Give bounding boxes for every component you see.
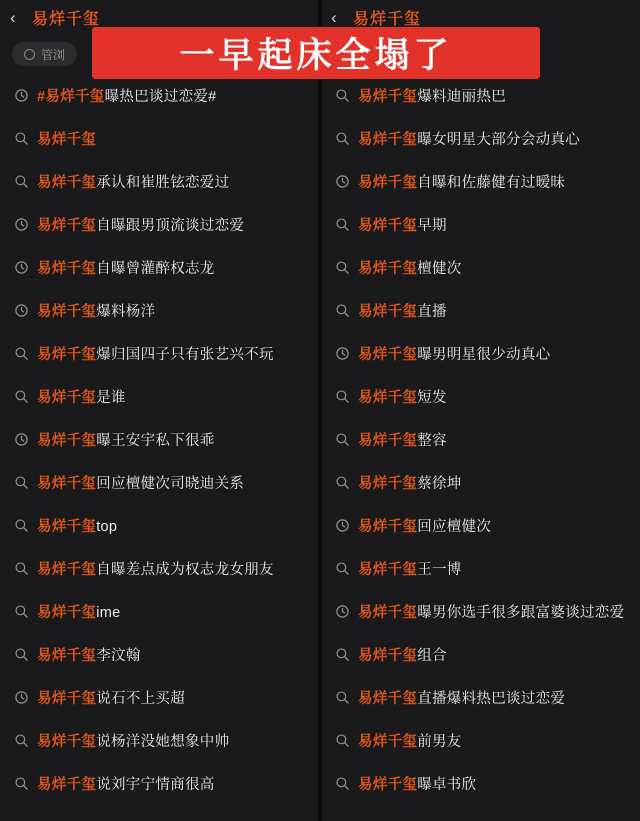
search-icon [14, 647, 29, 662]
chevron-left-icon[interactable]: ‹ [331, 7, 337, 27]
search-icon [335, 260, 350, 275]
list-item-keyword: 易烊千玺 [37, 304, 97, 320]
list-item-keyword: 易烊千玺 [358, 261, 418, 277]
list-item[interactable] [2, 676, 317, 719]
list-item[interactable] [323, 762, 638, 805]
list-item[interactable] [2, 633, 317, 676]
search-icon [14, 131, 29, 146]
list-item-keyword: 易烊千玺 [358, 734, 418, 750]
list-item-suffix: 曝卓书欣 [417, 777, 477, 793]
list-item-suffix: top [96, 519, 118, 535]
list-item[interactable] [2, 117, 317, 160]
list-item[interactable] [2, 332, 317, 375]
list-item-label [358, 558, 462, 579]
search-icon [335, 647, 350, 662]
list-item-keyword: 易烊千玺 [37, 218, 97, 234]
clock-icon [14, 690, 29, 705]
list-item[interactable] [2, 590, 317, 633]
list-item[interactable] [2, 246, 317, 289]
list-item-label [358, 386, 447, 407]
search-icon [14, 733, 29, 748]
clock-icon [14, 432, 29, 447]
search-icon [335, 432, 350, 447]
list-item-suffix: 爆料迪丽热巴 [417, 89, 507, 105]
list-item-suffix: 前男友 [417, 734, 462, 750]
list-item-label [37, 85, 217, 106]
list-item[interactable] [2, 461, 317, 504]
list-item-label [358, 515, 491, 536]
list-item[interactable] [323, 547, 638, 590]
list-item-label [358, 472, 462, 493]
search-icon [335, 389, 350, 404]
list-item-label [358, 644, 447, 665]
list-item-suffix: 短发 [417, 390, 447, 406]
list-item-suffix: 曝女明星大部分会动真心 [417, 132, 581, 148]
list-item-label [37, 687, 185, 708]
list-item-keyword: 易烊千玺 [37, 691, 97, 707]
list-item-keyword: 易烊千玺 [37, 175, 97, 191]
list-item[interactable] [323, 633, 638, 676]
list-item[interactable] [323, 246, 638, 289]
list-item-keyword: 易烊千玺 [37, 476, 97, 492]
list-item[interactable] [323, 719, 638, 762]
list-item-keyword: 易烊千玺 [358, 89, 418, 105]
list-item[interactable] [2, 203, 317, 246]
list-item[interactable] [323, 203, 638, 246]
list-item-label [358, 429, 447, 450]
list-item-label [358, 687, 565, 708]
list-item[interactable] [323, 461, 638, 504]
right-screen [321, 0, 640, 821]
list-item-keyword: 易烊千玺 [358, 132, 418, 148]
list-item-label [37, 558, 274, 579]
list-item-label [37, 644, 141, 665]
list-item-suffix: ime [96, 605, 121, 621]
list-item-label [358, 85, 506, 106]
list-item-label [37, 515, 117, 536]
circle-icon [24, 49, 35, 60]
list-item-label [358, 257, 462, 278]
list-item-suffix: 曝男明星很少动真心 [417, 347, 551, 363]
list-item-keyword: 易烊千玺 [358, 433, 418, 449]
list-item[interactable] [323, 74, 638, 117]
list-item-keyword: 易烊千玺 [37, 519, 97, 535]
clock-icon [335, 174, 350, 189]
list-item-label [37, 429, 215, 450]
list-item-suffix: 说刘宇宁情商很高 [96, 777, 215, 793]
search-icon [14, 604, 29, 619]
right-suggestion-list [321, 74, 640, 805]
list-item-keyword: 易烊千玺 [37, 433, 97, 449]
list-item-label [358, 128, 580, 149]
right-header-title: 易烊千玺 [353, 10, 422, 28]
list-item-label [37, 730, 229, 751]
list-item-label [358, 773, 476, 794]
list-item[interactable] [323, 375, 638, 418]
search-icon [335, 733, 350, 748]
search-icon [335, 131, 350, 146]
list-item-keyword: 易烊千玺 [358, 175, 418, 191]
list-item-label [358, 171, 565, 192]
list-item-label [358, 300, 447, 321]
overlay-banner [92, 27, 540, 79]
search-icon [14, 346, 29, 361]
list-item-keyword: 易烊千玺 [37, 347, 97, 363]
list-item-label [37, 472, 244, 493]
list-item-keyword: #易烊千玺 [37, 89, 105, 105]
list-item[interactable] [323, 160, 638, 203]
list-item[interactable] [323, 289, 638, 332]
list-item-keyword: 易烊千玺 [358, 562, 418, 578]
search-icon [14, 561, 29, 576]
list-item-suffix: 爆归国四子只有张艺兴不玩 [96, 347, 274, 363]
list-item-label [37, 257, 215, 278]
search-icon [335, 475, 350, 490]
clock-icon [14, 260, 29, 275]
list-item[interactable] [2, 160, 317, 203]
list-item-suffix: 自曝曾灌醉权志龙 [96, 261, 215, 277]
list-item[interactable] [323, 332, 638, 375]
list-item-label [37, 386, 126, 407]
list-item-label [358, 214, 447, 235]
list-item-suffix: 檀健次 [417, 261, 462, 277]
list-item-label [37, 773, 215, 794]
list-item-suffix: 曝热巴谈过恋爱# [104, 89, 217, 105]
list-item-keyword: 易烊千玺 [37, 562, 97, 578]
search-icon [14, 389, 29, 404]
search-scope-label: 管浏 [41, 47, 66, 62]
list-item[interactable] [2, 289, 317, 332]
list-item-keyword: 易烊千玺 [358, 347, 418, 363]
clock-icon [335, 346, 350, 361]
list-item-label [358, 601, 624, 622]
search-icon [335, 690, 350, 705]
list-item-suffix: 直播爆料热巴谈过恋爱 [417, 691, 566, 707]
search-icon [335, 776, 350, 791]
list-item-keyword: 易烊千玺 [358, 691, 418, 707]
clock-icon [14, 88, 29, 103]
list-item-suffix: 说杨洋没她想象中帅 [96, 734, 230, 750]
list-item-suffix: 爆料杨洋 [96, 304, 156, 320]
left-suggestion-list [0, 74, 319, 805]
list-item-suffix: 承认和崔胜铉恋爱过 [96, 175, 230, 191]
list-item-suffix: 说石不上买超 [96, 691, 186, 707]
search-icon [14, 475, 29, 490]
list-item-suffix: 组合 [417, 648, 447, 664]
list-item-label [358, 730, 462, 751]
list-item-keyword: 易烊千玺 [37, 648, 97, 664]
list-item-keyword: 易烊千玺 [37, 605, 97, 621]
list-item-label [37, 343, 274, 364]
list-item-suffix: 李汶翰 [96, 648, 141, 664]
list-item-keyword: 易烊千玺 [358, 218, 418, 234]
list-item-suffix: 直播 [417, 304, 447, 320]
list-item-keyword: 易烊千玺 [358, 648, 418, 664]
list-item-keyword: 易烊千玺 [358, 390, 418, 406]
list-item-suffix: 是谁 [96, 390, 126, 406]
search-icon [335, 561, 350, 576]
list-item-suffix: 自曝跟男顶流谈过恋爱 [96, 218, 245, 234]
list-item[interactable] [323, 676, 638, 719]
overlay-banner-text: 一早起床全塌了 [179, 36, 453, 76]
list-item-label [37, 128, 96, 149]
left-header-title: 易烊千玺 [32, 10, 101, 28]
clock-icon [14, 303, 29, 318]
search-icon [14, 776, 29, 791]
list-item[interactable] [323, 590, 638, 633]
list-item-label [37, 300, 155, 321]
list-item[interactable] [323, 504, 638, 547]
screen-divider [318, 0, 322, 821]
list-item-keyword: 易烊千玺 [37, 390, 97, 406]
list-item-keyword: 易烊千玺 [358, 304, 418, 320]
list-item[interactable] [2, 719, 317, 762]
list-item-label [358, 343, 550, 364]
search-icon [14, 174, 29, 189]
list-item-suffix: 自曝和佐藤健有过暧昧 [417, 175, 566, 191]
list-item-keyword: 易烊千玺 [37, 132, 97, 148]
list-item-keyword: 易烊千玺 [37, 777, 97, 793]
list-item-keyword: 易烊千玺 [358, 777, 418, 793]
list-item[interactable] [2, 762, 317, 805]
list-item[interactable] [323, 117, 638, 160]
chevron-left-icon[interactable]: ‹ [10, 7, 16, 27]
list-item[interactable] [2, 547, 317, 590]
list-item-suffix: 蔡徐坤 [417, 476, 462, 492]
list-item-label [37, 171, 229, 192]
list-item[interactable] [2, 504, 317, 547]
list-item[interactable] [2, 418, 317, 461]
search-icon [335, 88, 350, 103]
list-item-suffix: 自曝差点成为权志龙女朋友 [96, 562, 274, 578]
list-item[interactable] [2, 74, 317, 117]
list-item-label [37, 214, 244, 235]
list-item-keyword: 易烊千玺 [37, 261, 97, 277]
clock-icon [14, 217, 29, 232]
list-item-suffix: 早期 [417, 218, 447, 234]
list-item-suffix: 王一博 [417, 562, 462, 578]
list-item-suffix: 曝王安宇私下很乖 [96, 433, 215, 449]
list-item-label [37, 601, 120, 622]
list-item-suffix: 曝男你选手很多跟富婆谈过恋爱 [417, 605, 625, 621]
list-item-keyword: 易烊千玺 [358, 519, 418, 535]
clock-icon [335, 518, 350, 533]
search-icon [335, 303, 350, 318]
list-item-keyword: 易烊千玺 [358, 476, 418, 492]
search-icon [335, 217, 350, 232]
search-scope-pill[interactable] [12, 42, 77, 66]
list-item-suffix: 整容 [417, 433, 447, 449]
list-item-suffix: 回应檀健次 [417, 519, 492, 535]
clock-icon [335, 604, 350, 619]
list-item[interactable] [2, 375, 317, 418]
search-icon [14, 518, 29, 533]
list-item-keyword: 易烊千玺 [358, 605, 418, 621]
list-item-keyword: 易烊千玺 [37, 734, 97, 750]
list-item-suffix: 回应檀健次司晓迪关系 [96, 476, 245, 492]
list-item[interactable] [323, 418, 638, 461]
